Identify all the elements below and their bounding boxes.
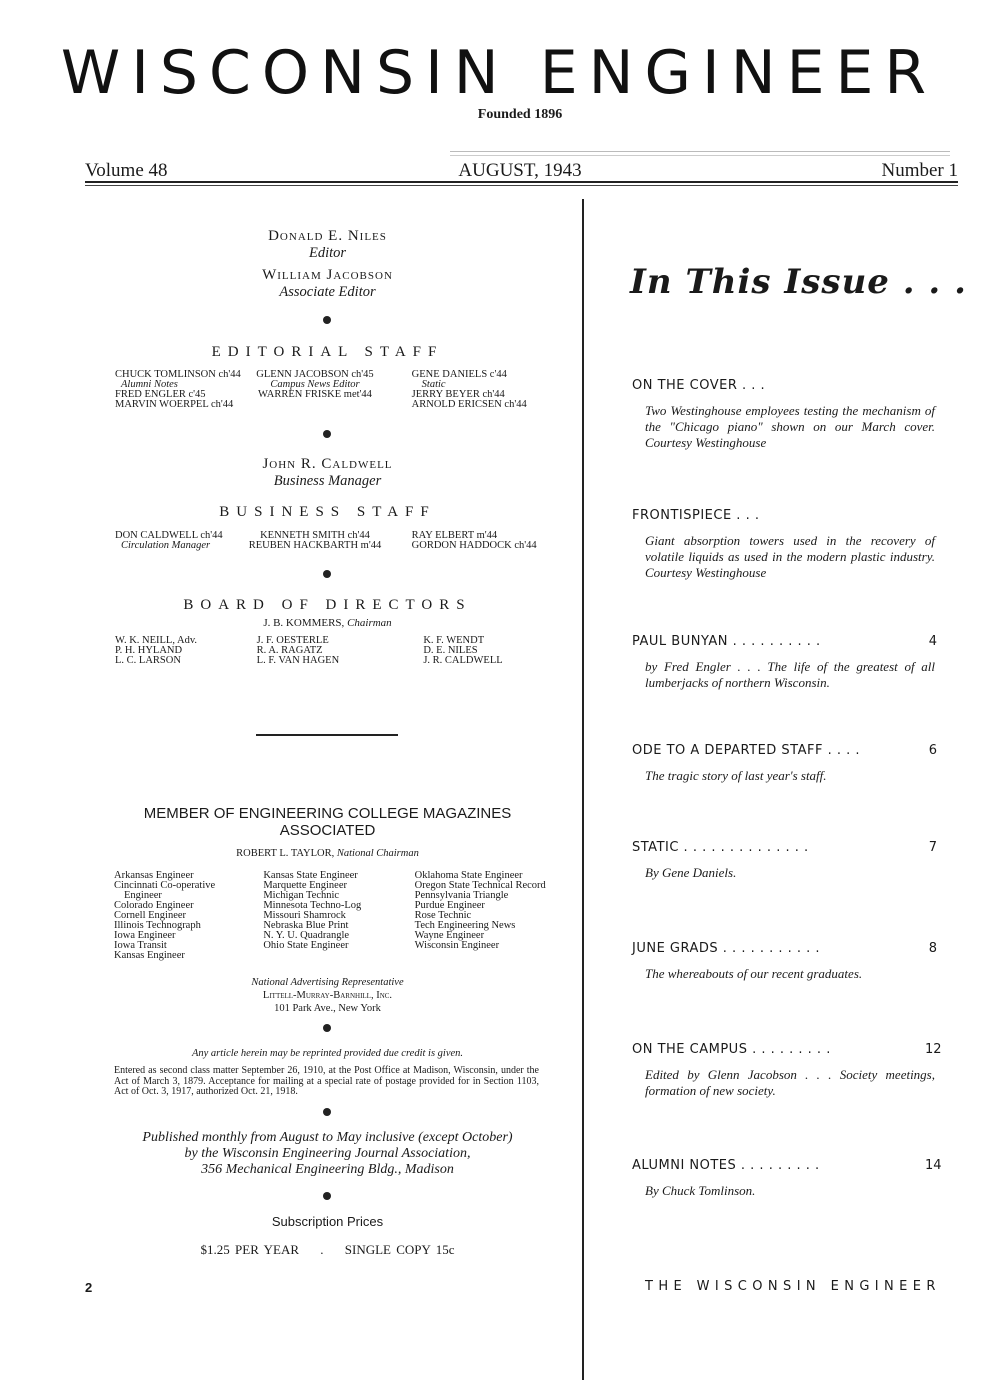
contents-heading: In This Issue . . . xyxy=(630,262,967,302)
page-number: 2 xyxy=(85,1280,93,1295)
contents-item-title[interactable]: ON THE CAMPUS . . . . . . . . . xyxy=(632,1042,831,1057)
business-staff-heading: BUSINESS STAFF xyxy=(219,504,436,520)
section-bullet xyxy=(323,1108,331,1116)
business-manager-role: Business Manager xyxy=(273,473,382,489)
magazine-name: Iowa Engineer xyxy=(114,930,176,941)
magazine-name: Colorado Engineer xyxy=(114,900,194,911)
contents-item-page: 4 xyxy=(928,634,937,649)
editorial-staff-heading: EDITORIAL STAFF xyxy=(211,344,444,360)
board-member: P. H. HYLAND xyxy=(115,645,183,656)
subscription-heading: Subscription Prices xyxy=(271,1214,384,1229)
section-rule xyxy=(256,734,398,736)
contents-item-title[interactable]: ALUMNI NOTES . . . . . . . . . xyxy=(632,1158,820,1173)
business-manager-name: John R. Caldwell xyxy=(262,456,393,472)
magazine-name: Purdue Engineer xyxy=(414,900,485,911)
board-heading: BOARD OF DIRECTORS xyxy=(183,597,472,613)
magazine-name: Illinois Technograph xyxy=(114,920,201,931)
contents-item-title[interactable]: ON THE COVER . . . xyxy=(632,378,766,393)
staff-member: KENNETH SMITH ch'44 xyxy=(260,530,370,541)
contents-item-title[interactable]: FRONTISPIECE . . . xyxy=(632,508,760,523)
board-member: L. F. VAN HAGEN xyxy=(256,655,340,666)
staff-member: DON CALDWELL ch'44 xyxy=(115,530,223,541)
magazine-name: Oklahoma State Engineer xyxy=(414,870,523,881)
magazine-name: Oregon State Technical Record xyxy=(414,880,546,891)
section-bullet xyxy=(323,430,331,438)
staff-member: CHUCK TOMLINSON ch'44 xyxy=(115,369,241,380)
staff-member: WARREN FRISKE met'44 xyxy=(258,389,372,400)
volume-label: Volume 48 xyxy=(85,160,168,181)
magazine-name: Nebraska Blue Print xyxy=(263,920,349,931)
staff-member: FRED ENGLER c'45 xyxy=(115,389,206,400)
magazine-name: Wisconsin Engineer xyxy=(414,940,500,951)
associate-editor-role: Associate Editor xyxy=(279,284,376,300)
member-heading xyxy=(85,805,570,839)
member-heading-line: ASSOCIATED xyxy=(279,822,376,839)
subscription-prices xyxy=(85,1242,570,1258)
adv-name: Littell-Murray-Barnhill, Inc. xyxy=(262,990,393,1001)
contents-item-desc: Giant absorption towers used in the recovery of volatile liquids as used in the modern plastic industry. Courtesy Westinghouse xyxy=(645,533,935,580)
section-bullet xyxy=(323,316,331,324)
staff-role: Circulation Manager xyxy=(121,540,211,551)
magazine-name: Michigan Technic xyxy=(263,890,340,901)
reprint-note: Any article herein may be reprinted provided due credit is given. xyxy=(191,1048,464,1059)
running-title: THE WISCONSIN ENGINEER xyxy=(645,1279,941,1294)
contents-item-page: 7 xyxy=(928,840,937,855)
magazine-name: Pennsylvania Triangle xyxy=(414,890,509,901)
magazine-name: Arkansas Engineer xyxy=(114,870,194,881)
staff-role: Static xyxy=(421,379,446,390)
magazine-name: Tech Engineering News xyxy=(414,920,516,931)
contents-item-desc: By Gene Daniels. xyxy=(645,865,737,880)
magazine-name: Kansas State Engineer xyxy=(263,870,358,881)
contents-item-title[interactable]: ODE TO A DEPARTED STAFF . . . . xyxy=(632,743,861,758)
board-list xyxy=(115,636,545,666)
board-member: W. K. NEILL, Adv. xyxy=(115,635,198,646)
staff-role: Campus News Editor xyxy=(270,379,360,390)
staff-member: GLENN JACOBSON ch'45 xyxy=(256,369,374,380)
member-magazines-list xyxy=(114,871,554,961)
staff-member: MARVIN WOERPEL ch'44 xyxy=(115,399,234,410)
contents-item-page: 12 xyxy=(925,1042,942,1057)
staff-member: GORDON HADDOCK ch'44 xyxy=(411,540,537,551)
adv-label: National Advertising Representative xyxy=(251,977,404,988)
contents-item-title[interactable]: JUNE GRADS . . . . . . . . . . . xyxy=(632,941,821,956)
magazine-name: Engineer xyxy=(124,890,162,901)
issue-date: AUGUST, 1943 xyxy=(458,160,582,181)
contents-item-desc: by Fred Engler . . . The life of the greatest of all lumberjacks of northern Wisconsin. xyxy=(645,659,935,690)
board-member: L. C. LARSON xyxy=(115,655,181,666)
magazine-title: WISCONSIN ENGINEER xyxy=(60,38,938,108)
board-member: D. E. NILES xyxy=(423,645,478,656)
masthead-rule xyxy=(85,185,958,186)
price-separator: . xyxy=(320,1242,324,1257)
associate-editor-name: William Jacobson xyxy=(262,267,393,283)
contents-item-desc: Two Westinghouse employees testing the mechanism of the "Chicago piano" shown on our March cover. Courtesy Westinghouse xyxy=(645,403,935,450)
editor-name: Donald E. Niles xyxy=(268,228,387,244)
magazine-name: Minnesota Techno-Log xyxy=(263,900,362,911)
contents-item-page: 8 xyxy=(928,941,937,956)
magazine-name: Rose Technic xyxy=(414,910,472,921)
magazine-name: Ohio State Engineer xyxy=(263,940,349,951)
staff-member: RAY ELBERT m'44 xyxy=(411,530,498,541)
magazine-name: Cornell Engineer xyxy=(114,910,187,921)
issue-number: Number 1 xyxy=(881,160,958,181)
magazine-name: Cincinnati Co-operative xyxy=(114,880,216,891)
hairline-rule xyxy=(450,151,950,152)
chairman-name: J. B. KOMMERS, xyxy=(263,617,345,629)
board-member: R. A. RAGATZ xyxy=(256,645,323,656)
price-single-copy: SINGLE COPY 15c xyxy=(344,1242,455,1257)
contents-item-desc: The tragic story of last year's staff. xyxy=(645,768,827,783)
publication-line: Published monthly from August to May inclusive (except October) xyxy=(142,1130,513,1145)
column-divider xyxy=(582,199,584,1380)
magazine-name: Missouri Shamrock xyxy=(263,910,346,921)
business-manager-block xyxy=(85,456,570,490)
founded-line: Founded 1896 xyxy=(477,107,563,122)
section-bullet xyxy=(323,1192,331,1200)
staff-role: Alumni Notes xyxy=(121,379,178,390)
publication-line: by the Wisconsin Engineering Journal Association, xyxy=(184,1146,471,1161)
member-chairman xyxy=(85,848,570,859)
magazine-name: Iowa Transit xyxy=(114,940,167,951)
chairman-role: National Chairman xyxy=(336,848,419,859)
contents-item-desc: The whereabouts of our recent graduates. xyxy=(645,966,863,981)
chairman-role: Chairman xyxy=(347,617,392,629)
associate-editor-block xyxy=(85,267,570,301)
board-member: K. F. WENDT xyxy=(423,635,485,646)
publication-note xyxy=(85,1130,570,1178)
contents-item-title[interactable]: PAUL BUNYAN . . . . . . . . . . xyxy=(632,634,821,649)
business-staff-list xyxy=(115,531,545,551)
staff-member: GENE DANIELS c'44 xyxy=(411,369,507,380)
contents-item-desc: Edited by Glenn Jacobson . . . Society meetings, formation of new society. xyxy=(645,1067,935,1098)
board-member: J. F. OESTERLE xyxy=(256,635,329,646)
advertising-representative xyxy=(85,976,570,1015)
publication-line: 356 Mechanical Engineering Bldg., Madison xyxy=(201,1162,454,1177)
editorial-staff-list xyxy=(115,370,545,410)
entry-note: Entered as second class matter September 26, 1910, at the Post Office at Madison, Wisconsin, under the Act of March 3, 1879. Acceptance for mailing at a special rate of postage provided for in Section 1103, Act of Oct. 3, 1917, authorized Oct. 21, 1918. xyxy=(114,1065,539,1097)
staff-member: JERRY BEYER ch'44 xyxy=(411,389,505,400)
staff-member: ARNOLD ERICSEN ch'44 xyxy=(411,399,527,410)
contents-item-page: 6 xyxy=(928,743,937,758)
editor-role: Editor xyxy=(308,245,347,261)
adv-address: 101 Park Ave., New York xyxy=(274,1003,381,1014)
contents-item-page: 14 xyxy=(925,1158,942,1173)
contents-item-title[interactable]: STATIC . . . . . . . . . . . . . . xyxy=(632,840,809,855)
hairline-rule xyxy=(450,155,950,156)
contents-item-desc: By Chuck Tomlinson. xyxy=(645,1183,756,1198)
chairman-name: ROBERT L. TAYLOR, xyxy=(236,848,335,859)
magazine-name: Kansas Engineer xyxy=(114,950,185,961)
price-per-year: $1.25 PER YEAR xyxy=(200,1242,300,1257)
magazine-name: Marquette Engineer xyxy=(263,880,347,891)
magazine-name: Wayne Engineer xyxy=(414,930,485,941)
member-heading-line: MEMBER OF ENGINEERING COLLEGE MAGAZINES xyxy=(143,805,512,822)
staff-member: REUBEN HACKBARTH m'44 xyxy=(248,540,382,551)
magazine-name: N. Y. U. Quadrangle xyxy=(263,930,350,941)
section-bullet xyxy=(323,570,331,578)
masthead-rule xyxy=(85,181,958,183)
board-chairman xyxy=(85,617,570,629)
editor-block xyxy=(85,228,570,262)
section-bullet xyxy=(323,1024,331,1032)
board-member: J. R. CALDWELL xyxy=(423,655,503,666)
